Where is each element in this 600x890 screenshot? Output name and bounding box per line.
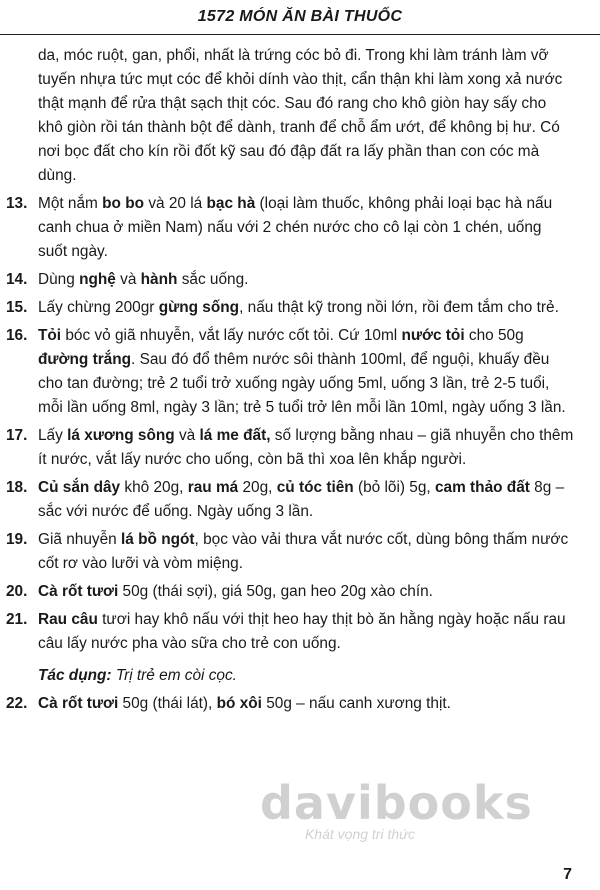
- remedy-item: [6, 296, 574, 320]
- ingredient-name: nghệ: [79, 271, 116, 288]
- watermark-main: davibooks: [260, 776, 533, 830]
- ingredient-name: lá me đất,: [199, 427, 271, 444]
- remedy-text: [38, 268, 574, 292]
- remedy-text-segment: , bọc vào vải thưa vắt nước cốt, dùng bông thấm nước cốt rơ vào lưỡi và vòm miệng.: [38, 531, 569, 572]
- page-number: 7: [563, 866, 572, 883]
- remedy-item: [6, 424, 574, 472]
- remedy-item: [6, 528, 574, 576]
- remedy-text: [38, 608, 574, 656]
- watermark-logo: [260, 776, 533, 842]
- remedy-text: [38, 528, 574, 576]
- effect-label: Tác dụng:: [38, 667, 112, 684]
- remedy-number: 21.: [6, 611, 28, 628]
- remedy-text-segment: bóc vỏ giã nhuyễn, vắt lấy nước cốt tỏi. Cứ 10ml: [61, 327, 402, 344]
- remedy-item: [6, 192, 574, 264]
- remedy-list-last: [0, 692, 600, 716]
- remedy-item: [6, 692, 574, 716]
- ingredient-name: Cà rốt tươi: [38, 695, 119, 712]
- remedy-number: 22.: [6, 695, 28, 712]
- remedy-text-segment: Lấy chừng 200gr: [38, 299, 159, 316]
- ingredient-name: gừng sống: [158, 299, 240, 316]
- ingredient-name: rau má: [187, 479, 239, 496]
- running-header: [0, 8, 600, 26]
- remedy-text: [38, 692, 574, 716]
- ingredient-name: lá xương sông: [67, 427, 175, 444]
- remedy-text-segment: khô 20g,: [120, 479, 188, 496]
- page-body: [0, 44, 600, 720]
- remedy-text-segment: số lượng bằng nhau – giã nhuyễn cho thêm ít nước, vắt lấy nước cho uống, còn bã thì xoa lên khắp người.: [38, 427, 574, 468]
- ingredient-name: bo bo: [102, 195, 145, 212]
- effect-note: [38, 664, 574, 688]
- remedy-number: 19.: [6, 531, 28, 548]
- remedy-text-segment: và: [174, 427, 200, 444]
- remedy-item: [6, 580, 574, 604]
- remedy-text: [38, 476, 574, 524]
- remedy-number: 14.: [6, 271, 28, 288]
- remedy-text: [38, 296, 574, 320]
- remedy-number: 17.: [6, 427, 28, 444]
- continuation-paragraph: da, móc ruột, gan, phổi, nhất là trứng cóc bỏ đi. Trong khi làm tránh làm vỡ tuyến nhựa tức mụt cóc để khỏi dính vào thịt, cẩn thận khi làm xong xả nước thật mạnh để rửa thật sạch thịt cóc. Sau đó rang cho khô giòn hay sấy cho khô giòn rồi tán thành bột để dành, tranh để chỗ ẩm ướt, để không bị hư. Có nơi bọc đất cho kín rồi đốt kỹ sau đó đập đất ra lấy phần than con cóc mà dùng.: [38, 47, 563, 184]
- effect-value: Trị trẻ em còi cọc.: [115, 667, 237, 684]
- remedy-number: 16.: [6, 327, 28, 344]
- remedy-number: 18.: [6, 479, 28, 496]
- remedy-item: [6, 324, 574, 420]
- remedy-text-segment: và 20 lá: [144, 195, 207, 212]
- header-rule: [0, 34, 600, 35]
- ingredient-name: củ tóc tiên: [276, 479, 354, 496]
- remedy-text: [38, 324, 574, 420]
- ingredient-name: Rau câu: [38, 611, 98, 628]
- watermark-tagline: Khát vọng tri thức: [304, 826, 416, 842]
- ingredient-name: nước tỏi: [401, 327, 465, 344]
- remedy-text-segment: 8g – sắc với nước để uống. Ngày uống 3 lần.: [38, 479, 565, 520]
- remedy-text: [38, 580, 574, 604]
- remedy-text: [38, 424, 574, 472]
- ingredient-name: bó xôi: [216, 695, 262, 712]
- remedy-number: 20.: [6, 583, 28, 600]
- ingredient-name: hành: [140, 271, 178, 288]
- running-header-title: 1572 MÓN ĂN BÀI THUỐC: [197, 8, 403, 25]
- remedy-text-segment: sắc uống.: [177, 271, 249, 288]
- ingredient-name: lá bồ ngót: [121, 531, 195, 548]
- remedy-item: [6, 608, 574, 656]
- ingredient-name: Củ sắn dây: [38, 479, 121, 496]
- remedy-text-segment: 20g,: [238, 479, 277, 496]
- remedy-list: [0, 192, 600, 656]
- remedy-text-segment: Dùng: [38, 271, 80, 288]
- remedy-text-segment: Một nắm: [38, 195, 103, 212]
- remedy-text-segment: , nấu thật kỹ trong nồi lớn, rồi đem tắm cho trẻ.: [239, 299, 559, 316]
- ingredient-name: bạc hà: [206, 195, 256, 212]
- ingredient-name: Tỏi: [38, 327, 62, 344]
- remedy-item: [6, 476, 574, 524]
- remedy-text-segment: 50g (thái lát),: [118, 695, 217, 712]
- remedy-text-segment: Giã nhuyễn: [38, 531, 121, 548]
- ingredient-name: đường trắng: [38, 351, 132, 368]
- remedy-text-segment: tươi hay khô nấu với thịt heo hay thịt bò ăn hằng ngày hoặc nấu rau câu lấy nước pha vào sữa cho trẻ con uống.: [38, 611, 566, 652]
- remedy-text-segment: Lấy: [38, 427, 68, 444]
- remedy-text-segment: 50g – nấu canh xương thịt.: [261, 695, 451, 712]
- remedy-number: 13.: [6, 195, 28, 212]
- remedy-text-segment: 50g (thái sợi), giá 50g, gan heo 20g xào chín.: [118, 583, 433, 600]
- remedy-number: 15.: [6, 299, 28, 316]
- ingredient-name: cam thảo đất: [434, 479, 530, 496]
- remedy-text-segment: . Sau đó đổ thêm nước sôi thành 100ml, để nguội, khuấy đều cho tan đường; trẻ 2 tuổi trở xuống ngày uống 5ml, uống 3 lần, trẻ 2-5 tuổi, mỗi lần uống 8ml, ngày 3 lần; trẻ 5 tuổi trở lên mỗi lần 10ml, ngày uống 3 lần.: [38, 351, 566, 416]
- ingredient-name: Cà rốt tươi: [38, 583, 119, 600]
- remedy-text-segment: (loại làm thuốc, không phải loại bạc hà nấu canh chua ở miền Nam) nấu với 2 chén nước cho cô lại còn 1 chén, uống suốt ngày.: [38, 195, 553, 260]
- remedy-item: [6, 268, 574, 292]
- remedy-text: [38, 192, 574, 264]
- remedy-text-segment: cho 50g: [464, 327, 524, 344]
- remedy-text-segment: (bỏ lõi) 5g,: [353, 479, 435, 496]
- remedy-text-segment: và: [115, 271, 141, 288]
